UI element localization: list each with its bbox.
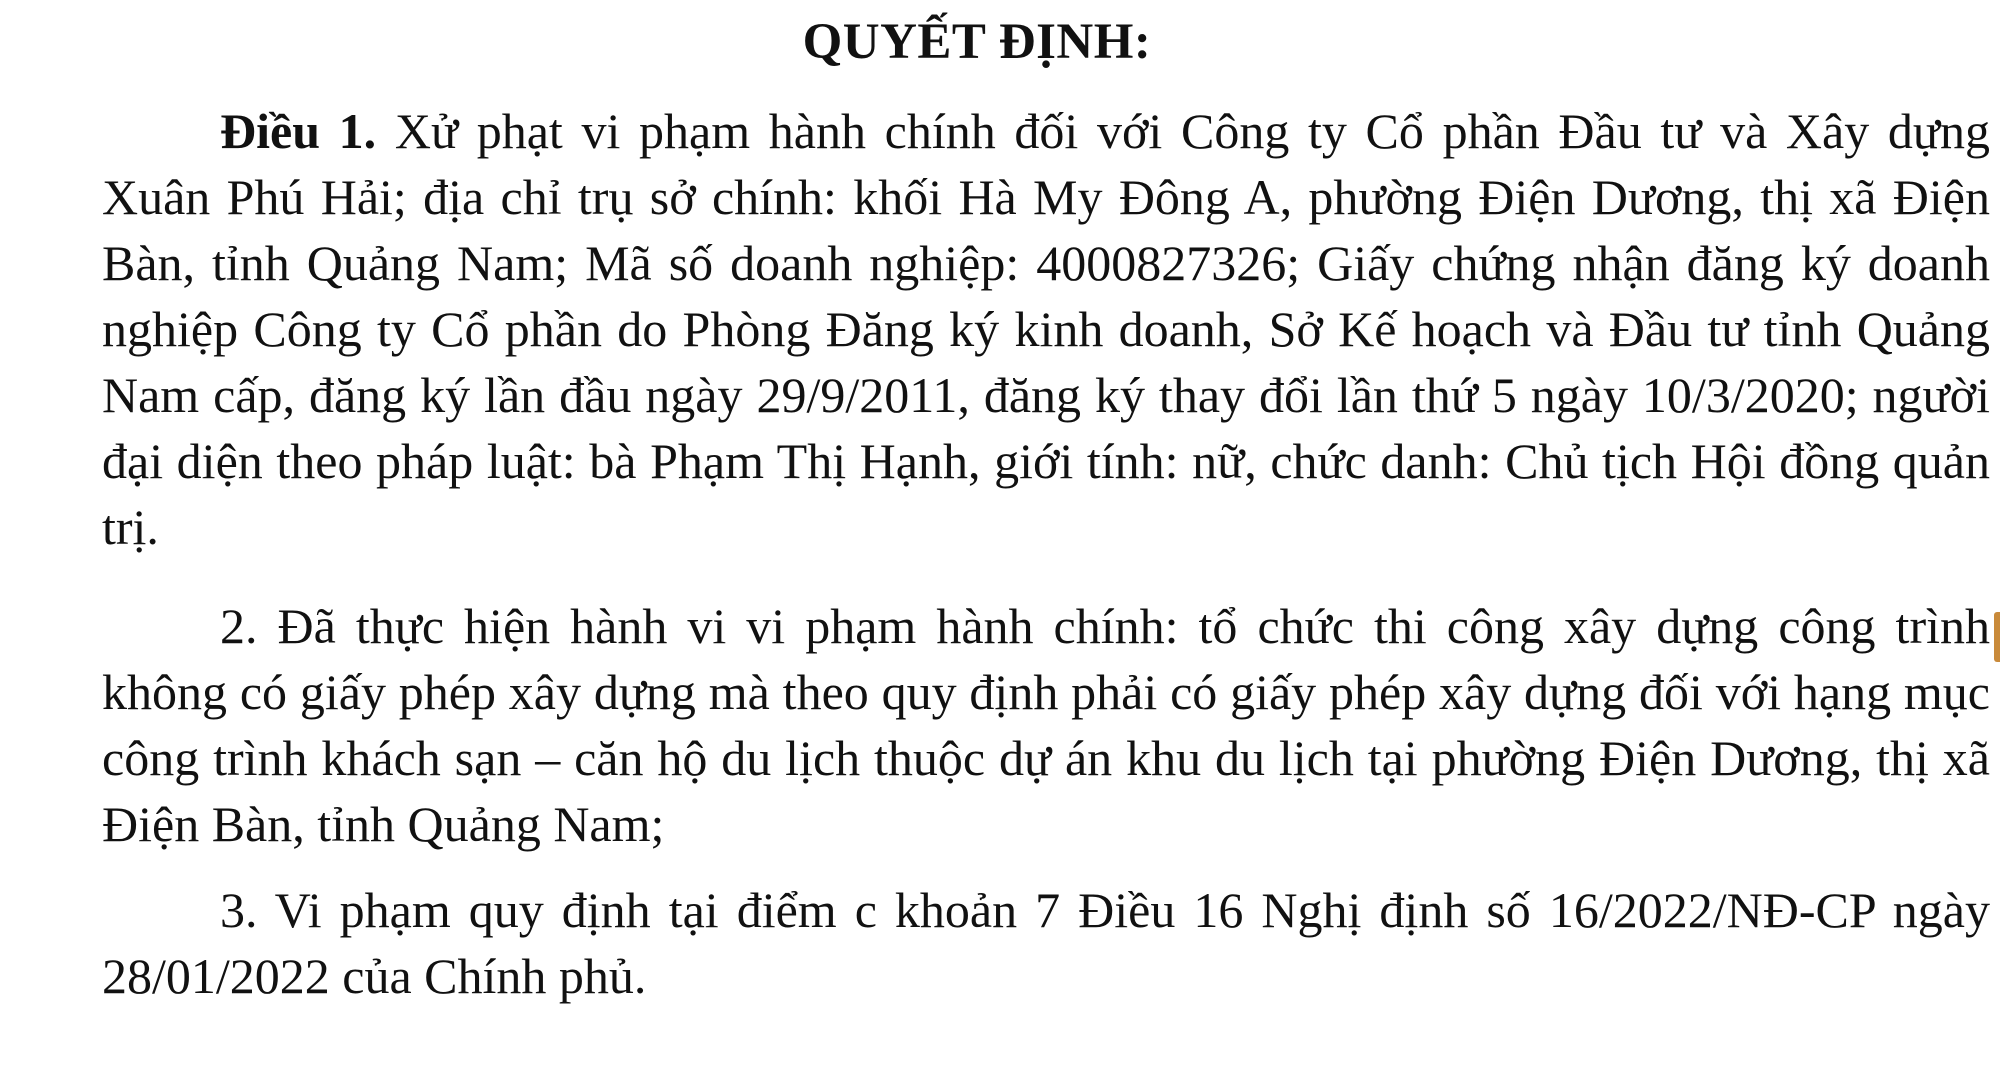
item-3-paragraph — [102, 877, 1990, 1009]
article-1-label: Điều 1. — [220, 103, 377, 159]
item-2-text: 2. Đã thực hiện hành vi vi phạm hành chính: tổ chức thi công xây dựng công trình không có giấy phép xây dựng mà theo quy định phải có giấy phép xây dựng đối với hạng mục công trình khách sạn – căn hộ du lịch thuộc dự án khu du lịch tại phường Điện Dương, thị xã Điện Bàn, tỉnh Quảng Nam; — [102, 598, 1990, 852]
page-edge-marker — [1994, 612, 2000, 662]
item-2-paragraph — [102, 593, 1990, 857]
article-1-text: Xử phạt vi phạm hành chính đối với Công ty Cổ phần Đầu tư và Xây dựng Xuân Phú Hải; địa chỉ trụ sở chính: khối Hà My Đông A, phường Điện Dương, thị xã Điện Bàn, tỉnh Quảng Nam; Mã số doanh nghiệp: 4000827326; Giấy chứng nhận đăng ký doanh nghiệp Công ty Cổ phần do Phòng Đăng ký kinh doanh, Sở Kế hoạch và Đầu tư tỉnh Quảng Nam cấp, đăng ký lần đầu ngày 29/9/2011, đăng ký thay đổi lần thứ 5 ngày 10/3/2020; người đại diện theo pháp luật: bà Phạm Thị Hạnh, giới tính: nữ, chức danh: Chủ tịch Hội đồng quản trị. — [102, 103, 1991, 555]
document-title: QUYẾT ĐỊNH: — [802, 14, 1152, 70]
item-3-text: 3. Vi phạm quy định tại điểm c khoản 7 Điều 16 Nghị định số 16/2022/NĐ-CP ngày 28/01/2022 của Chính phủ. — [102, 882, 1990, 1004]
article-1-paragraph — [102, 98, 1990, 560]
